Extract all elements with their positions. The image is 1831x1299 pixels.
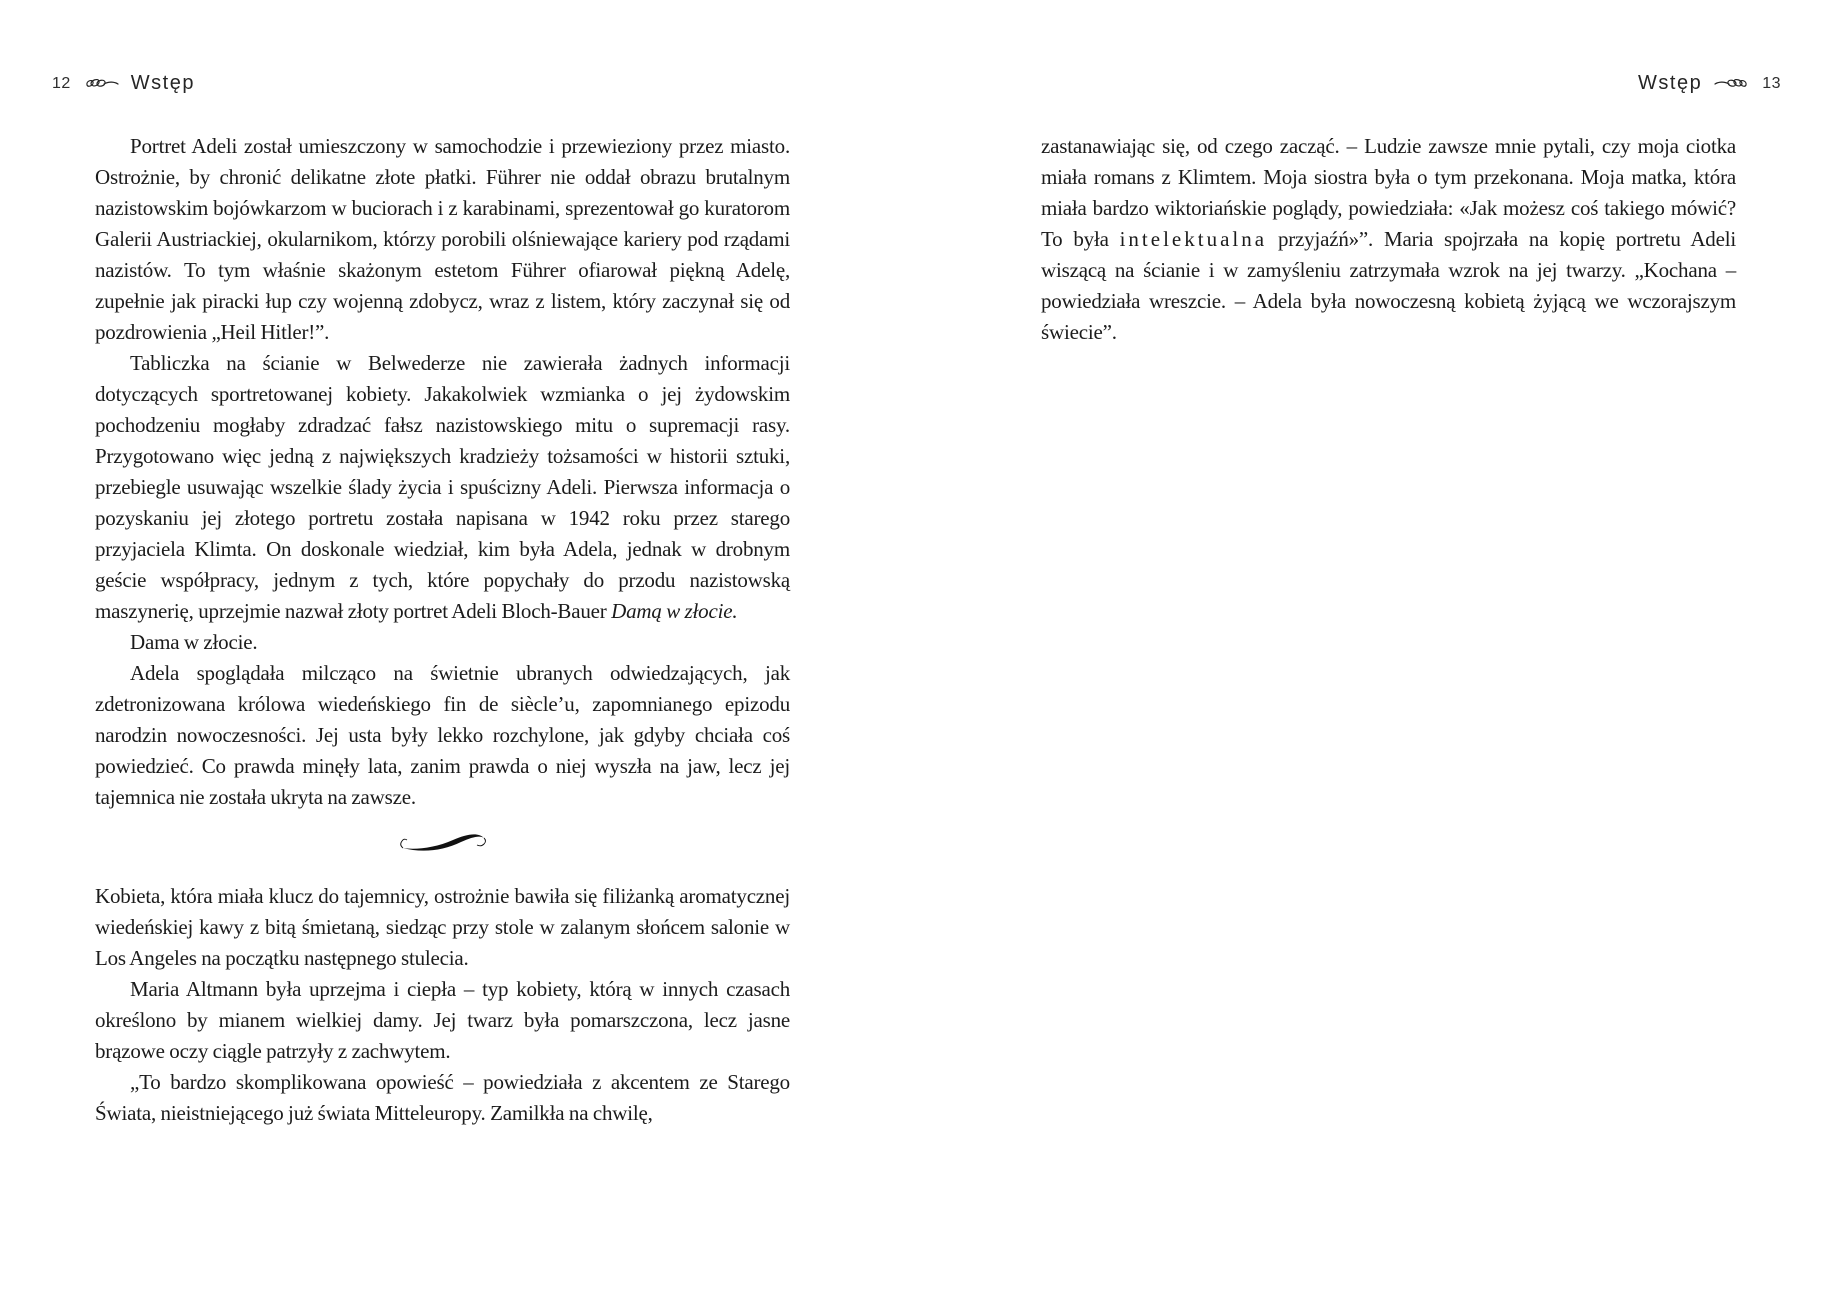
body-paragraph bbox=[95, 974, 790, 1067]
text-run: Adela spoglądała milcząco na świetnie ubranych odwiedzających, jak zdetronizowana królowa wiedeńskiego fin de siècle’u, zapomnianego epizodu narodzin nowoczesności. Jej usta były lekko rozchylone, jak gdyby chciała coś powiedzieć. Co prawda minęły lata, zanim prawda o niej wyszła na jaw, lecz jej tajemnica nie została ukryta na zawsze. bbox=[95, 661, 790, 809]
left-page-number: 12 bbox=[52, 74, 71, 92]
section-divider bbox=[95, 828, 790, 856]
left-running-head bbox=[52, 72, 195, 95]
letterspaced-text-run: intelektualna bbox=[1119, 227, 1268, 251]
right-page-text-column bbox=[1041, 131, 1736, 348]
calligraphic-knot-icon bbox=[1714, 76, 1750, 92]
body-paragraph bbox=[1041, 131, 1736, 348]
right-header-title: Wstęp bbox=[1638, 72, 1703, 94]
body-paragraph bbox=[95, 348, 790, 627]
calligraphic-knot-icon bbox=[83, 76, 119, 92]
body-paragraph bbox=[95, 881, 790, 974]
text-run: „To bardzo skomplikowana opowieść – powiedziała z akcentem ze Starego Świata, nieistniejącego już świata Mitteleuropy. Zamilkła na chwilę, bbox=[95, 1070, 790, 1125]
text-run: Dama w złocie. bbox=[130, 630, 258, 654]
body-paragraph bbox=[95, 658, 790, 813]
text-run: Maria Altmann była uprzejma i ciepła – typ kobiety, którą w innych czasach określono by mianem wielkiej damy. Jej twarz była pomarszczona, lecz jasne brązowe oczy ciągle patrzyły z zachwytem. bbox=[95, 977, 790, 1063]
right-running-head bbox=[1638, 72, 1781, 95]
right-page-number: 13 bbox=[1762, 74, 1781, 92]
body-paragraph bbox=[95, 627, 790, 658]
body-paragraph bbox=[95, 1067, 790, 1129]
text-run: zastanawiając się, od czego zacząć. – Ludzie zawsze mnie pytali, czy moja ciotka miała romans z Klimtem. Moja siostra była o tym przekonana. Moja matka, która miała bardzo wiktoriańskie poglądy, powiedziała: «Jak możesz coś takiego mówić? To była bbox=[1041, 134, 1736, 251]
italic-text-run: Damą w złocie. bbox=[611, 599, 738, 623]
body-paragraph bbox=[95, 131, 790, 348]
left-page-text-column bbox=[95, 131, 790, 1129]
left-header-title: Wstęp bbox=[130, 72, 195, 94]
swash-divider-icon bbox=[397, 828, 489, 856]
text-run: przyjaźń»”. Maria spojrzała na kopię portretu Adeli wiszącą na ścianie i w zamyśleniu zatrzymała wzrok na jej twarzy. „Kochana – powiedziała wreszcie. – Adela była nowoczesną kobietą żyjącą we wczorajszym świecie”. bbox=[1041, 227, 1736, 344]
text-run: Kobieta, która miała klucz do tajemnicy, ostrożnie bawiła się filiżanką aromatycznej wiedeńskiej kawy z bitą śmietaną, siedząc przy stole w zalanym słońcem salonie w Los Angeles na początku następnego stulecia. bbox=[95, 884, 790, 970]
text-run: Portret Adeli został umieszczony w samochodzie i przewieziony przez miasto. Ostrożnie, by chronić delikatne złote płatki. Führer nie oddał obrazu brutalnym nazistowskim bojówkarzom w buciorach i z karabinami, sprezentował go kuratorom Galerii Austriackiej, okularnikom, którzy porobili olśniewające kariery pod rządami nazistów. To tym właśnie skażonym estetom Führer ofiarował piękną Adelę, zupełnie jak piracki łup czy wojenną zdobycz, wraz z listem, który zaczynał się od pozdrowienia „Heil Hitler!”. bbox=[95, 134, 790, 344]
text-run: Tabliczka na ścianie w Belwederze nie zawierała żadnych informacji dotyczących sportretowanej kobiety. Jakakolwiek wzmianka o jej żydowskim pochodzeniu mogłaby zdradzać fałsz nazistowskiego mitu o supremacji rasy. Przygotowano więc jedną z największych kradzieży tożsamości w historii sztuki, przebiegle usuwając wszelkie ślady życia i spuścizny Adeli. Pierwsza informacja o pozyskaniu jej złotego portretu została napisana w 1942 roku przez starego przyjaciela Klimta. On doskonale wiedział, kim była Adela, jednak w drobnym geście współpracy, jednym z tych, które popychały do przodu nazistowską maszynerię, uprzejmie nazwał złoty portret Adeli Bloch-Bauer bbox=[95, 351, 790, 623]
